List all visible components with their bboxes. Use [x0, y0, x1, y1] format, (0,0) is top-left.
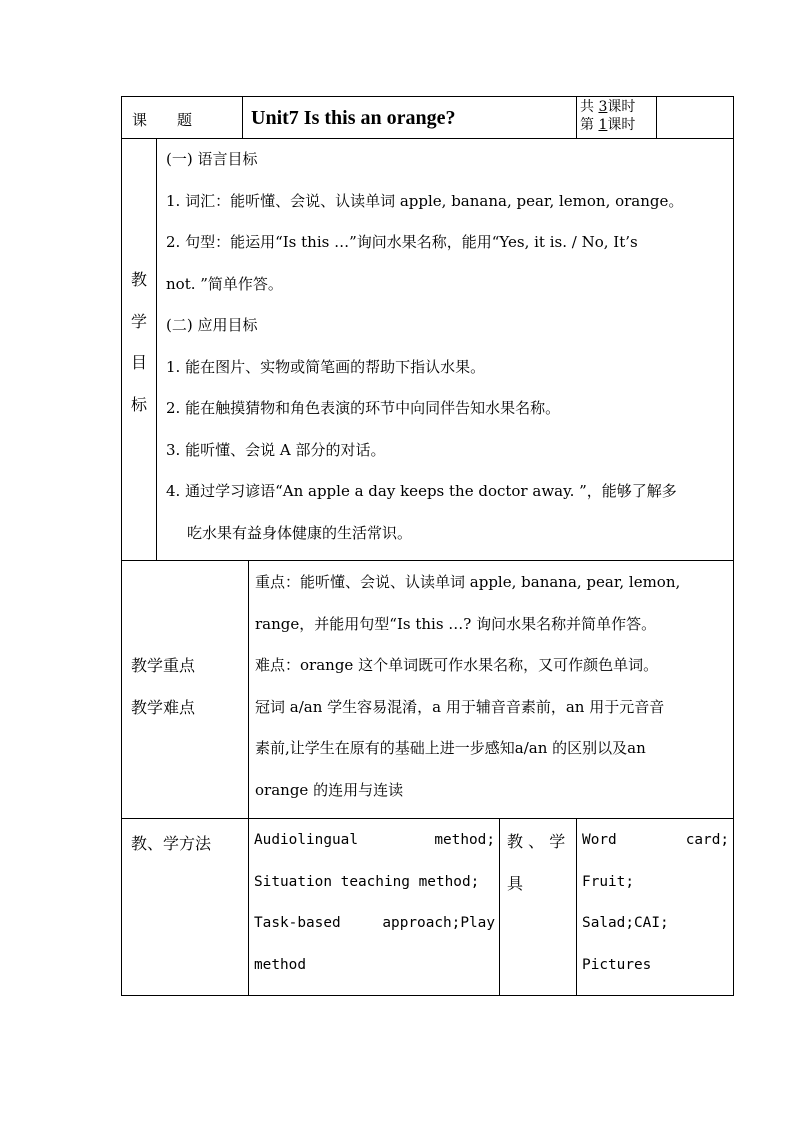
difficulty-line: 素前,让学生在原有的基础上进一步感知a/an 的区别以及an: [255, 739, 646, 757]
goal-app-1: 1. 能在图片、实物或简笔画的帮助下指认水果。: [166, 357, 486, 376]
goal-vocabulary: 1. 词汇：能听懂、会说、认读单词 apple, banana, pear, lemon, orange。: [166, 191, 684, 210]
tools-content: Word card; Fruit; Salad;CAI; Pictures: [577, 819, 734, 996]
lesson-number: 第 1课时: [580, 117, 636, 133]
methods-label: 教、学方法: [122, 819, 249, 996]
key-point-line: 重点：能听懂、会说、认读单词 apple, banana, pear, lemon,: [255, 573, 681, 591]
methods-row: [122, 819, 734, 996]
objectives-row: [122, 139, 734, 561]
tools-label: 教 、 学 具: [500, 819, 577, 996]
key-points-label: 教学重点 教学难点: [122, 561, 249, 819]
goal-app-4-cont: 吃水果有益身体健康的生活常识。: [187, 523, 413, 542]
key-points-row: [122, 561, 734, 819]
objectives-content: [157, 139, 734, 561]
hours-cell: [577, 97, 657, 139]
goal-sentence-cont: not. ”简单作答。: [166, 274, 283, 293]
difficulty-line: 冠词 a/an 学生容易混淆，a 用于辅音音素前，an 用于元音音: [255, 697, 665, 716]
goal-heading-application: (二) 应用目标: [166, 316, 258, 334]
header-row: [122, 97, 734, 139]
lesson-plan-table: [121, 96, 734, 996]
difficulty-line: orange 的连用与连读: [255, 780, 404, 799]
goal-app-4: 4. 通过学习谚语“An apple a day keeps the doctor away. ”，能够了解多: [166, 482, 677, 500]
methods-content: Audiolingual method; Situation teaching method; Task-based approach;Play method: [249, 819, 500, 996]
goal-app-2: 2. 能在触摸猜物和角色表演的环节中向同伴告知水果名称。: [166, 399, 561, 417]
goal-sentence: 2. 句型：能运用“Is this …”询问水果名称，能用“Yes, it is. / No, It’s: [166, 233, 638, 251]
difficulty-line: 难点：orange 这个单词既可作水果名称，又可作颜色单词。: [255, 656, 659, 674]
objectives-label: 教 学 目 标: [122, 139, 157, 561]
key-points-content: [249, 561, 734, 819]
topic-label: 课 题: [122, 97, 243, 139]
goal-app-3: 3. 能听懂、会说 A 部分的对话。: [166, 440, 386, 459]
blank-cell: [657, 97, 734, 139]
key-point-line: range，并能用句型“Is this …? 询问水果名称并简单作答。: [255, 614, 657, 633]
lesson-plan-sheet: [121, 96, 733, 996]
goal-heading-language: (一) 语言目标: [166, 150, 258, 168]
total-hours: 共 3课时: [580, 99, 636, 115]
unit-title: Unit7 Is this an orange?: [243, 97, 577, 139]
